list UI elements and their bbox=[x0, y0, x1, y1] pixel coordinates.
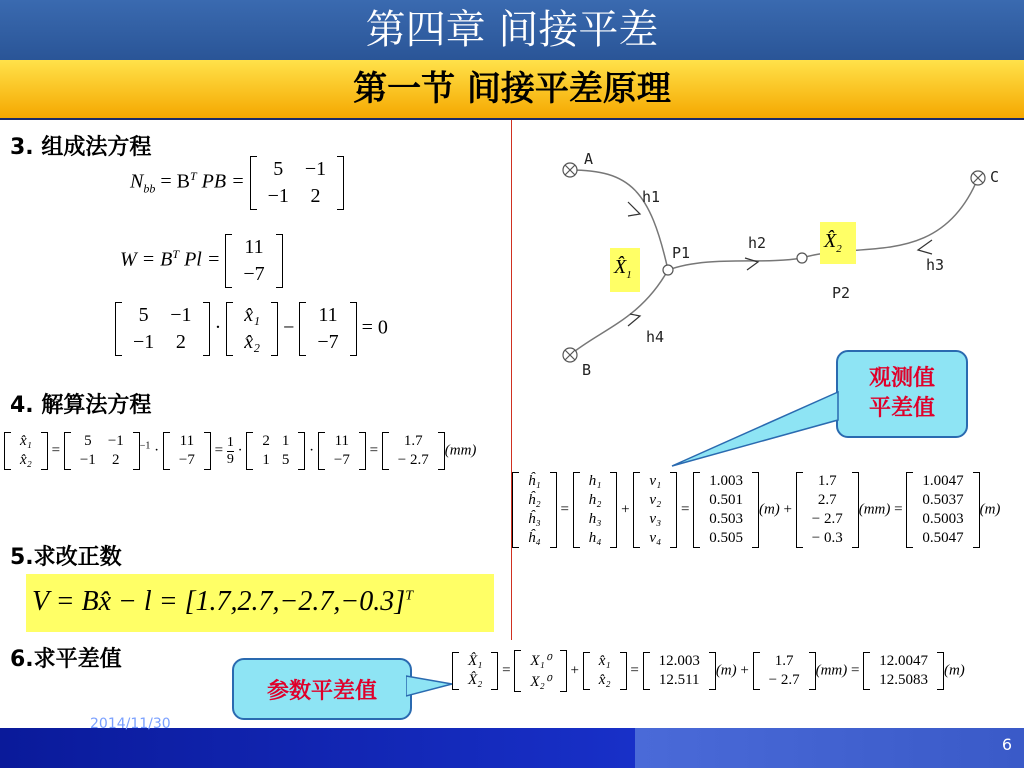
normal-w-vector bbox=[299, 302, 356, 356]
vector-cell: 0.501 bbox=[709, 492, 743, 508]
unit-m2: (m) bbox=[943, 662, 965, 679]
label-b: B bbox=[582, 361, 592, 379]
x1-symbol: X̂ bbox=[614, 256, 627, 278]
vector-cell: 1.003 bbox=[709, 473, 743, 489]
obs-result bbox=[906, 472, 979, 548]
vector-cell: v₁ bbox=[649, 473, 662, 489]
vector-cell: −7 bbox=[317, 331, 339, 353]
vector-cell: x̂₂ bbox=[244, 331, 261, 353]
label-a: A bbox=[584, 150, 594, 168]
nbb-eq-b: = B bbox=[160, 170, 190, 193]
observed-callout-pointer bbox=[668, 390, 848, 470]
solve-adj-matrix bbox=[246, 432, 305, 470]
vector-cell: X₂⁰ bbox=[530, 674, 551, 690]
normal-matrix bbox=[115, 302, 210, 356]
vector-cell: X̂₁ bbox=[468, 653, 483, 669]
x2-sub: 2 bbox=[836, 243, 842, 255]
vector-cell: h₃ bbox=[588, 511, 602, 527]
nbb-equation bbox=[130, 156, 344, 210]
h-values bbox=[693, 472, 759, 548]
label-h4: h4 bbox=[646, 328, 665, 346]
matrix-cell: 2 bbox=[175, 331, 186, 353]
vector-cell: − 2.7 bbox=[397, 452, 429, 468]
column-divider bbox=[511, 120, 512, 640]
x1-sub: 1 bbox=[626, 269, 632, 281]
vector-cell: 11 bbox=[244, 236, 264, 258]
right-unit-m: (m) bbox=[758, 501, 780, 518]
matrix-cell: 5 bbox=[273, 158, 284, 180]
solve-equation: x̂₁ x̂₂ = 5 −1 −1 2 $^{-1}$ · 11 −7 = $\frac{1}{9}$ · 2 1 1 5 · 11 −7 = 1.7 − 2.7 (mm) bbox=[4, 432, 476, 470]
right-unit-m2: (m) bbox=[979, 501, 1001, 518]
x-values bbox=[753, 652, 816, 690]
param-callout: 参数平差值 bbox=[232, 658, 412, 720]
h-hat-vector bbox=[512, 472, 557, 548]
solve-w-vector2 bbox=[318, 432, 366, 470]
vector-cell: 1.7 bbox=[817, 473, 837, 489]
x2-symbol: X̂ bbox=[824, 230, 837, 252]
footer-bar bbox=[0, 728, 1024, 768]
vector-cell: − 2.7 bbox=[768, 672, 800, 688]
matrix-cell: 2 bbox=[112, 452, 120, 468]
vector-cell: 0.503 bbox=[709, 511, 743, 527]
fraction bbox=[227, 435, 234, 468]
section6-heading: 6.求平差值 bbox=[10, 647, 122, 672]
x1-label bbox=[614, 256, 632, 281]
normal-rhs: = 0 bbox=[361, 316, 388, 339]
vector-cell: ĥ₁ bbox=[528, 473, 541, 489]
point-p2-marker bbox=[797, 253, 807, 263]
adjusted-obs-equation: ĥ₁ ĥ₂ ĥ₃ ĥ₄ = h₁ h₂ h₃ h₄ + v₁ v₂ v₃ v₄ = 1.003 0.501 0.503 0.505 (m) + 1.7 2.7 − 2.7 − 0.3 (mm) = 1.0047 0.5037 0.5003 0.5047 (m) bbox=[512, 472, 1000, 548]
section5-heading: 5.求改正数 bbox=[10, 545, 122, 570]
X0-vector bbox=[514, 650, 566, 692]
section4-heading: 4. 解算法方程 bbox=[10, 393, 152, 418]
matrix-cell: 2 bbox=[262, 433, 270, 449]
vector-cell: 1.0047 bbox=[922, 473, 964, 489]
unit-mm: (mm) bbox=[815, 662, 848, 679]
normal-x-vector bbox=[226, 302, 278, 356]
correction-formula-text: V = Bx̂ − l = [1.7,2.7,−2.7,−0.3] bbox=[32, 586, 406, 617]
X0-values bbox=[643, 652, 716, 690]
vector-cell: h₄ bbox=[588, 530, 602, 546]
x-hat-vector bbox=[583, 652, 627, 690]
vector-cell: −7 bbox=[178, 452, 195, 468]
vector-cell: h₁ bbox=[588, 473, 602, 489]
vector-cell: −7 bbox=[243, 263, 265, 285]
label-c: C bbox=[990, 168, 1000, 186]
normal-equation: 5 −1 −1 2 · x̂₁ x̂₂ − 11 −7 = 0 bbox=[115, 302, 388, 356]
matrix-cell: −1 bbox=[133, 331, 155, 353]
x2-label bbox=[824, 230, 842, 255]
vector-cell: v₄ bbox=[649, 530, 662, 546]
matrix-cell: 2 bbox=[310, 185, 321, 207]
v-values bbox=[796, 472, 859, 548]
matrix-cell: −1 bbox=[170, 304, 192, 326]
vector-cell: − 2.7 bbox=[811, 511, 843, 527]
title-separator bbox=[0, 118, 1024, 120]
param-callout-pointer bbox=[406, 668, 456, 708]
nbb-sup: T bbox=[189, 168, 197, 183]
chapter-title: 第四章 间接平差 bbox=[0, 0, 1024, 60]
h-vector bbox=[573, 472, 618, 548]
matrix-cell: −1 bbox=[267, 185, 289, 207]
inv-sup: −1 bbox=[139, 440, 151, 452]
X-hat-vector bbox=[452, 652, 498, 690]
vector-cell: v₂ bbox=[649, 492, 662, 508]
solve-x-vector bbox=[4, 432, 48, 470]
nbb-matrix bbox=[250, 156, 345, 210]
params-result bbox=[863, 652, 944, 690]
matrix-cell: 5 bbox=[84, 433, 92, 449]
w-equation bbox=[120, 234, 283, 288]
solve-inv-matrix bbox=[64, 432, 140, 470]
vector-cell: 12.0047 bbox=[879, 653, 928, 669]
vector-cell: − 0.3 bbox=[811, 530, 843, 546]
vector-cell: v₃ bbox=[649, 511, 662, 527]
matrix-cell: 1 bbox=[281, 433, 290, 449]
frac-num: 1 bbox=[226, 434, 234, 450]
vector-cell: ĥ₂ bbox=[528, 492, 541, 508]
solve-w-vector bbox=[163, 432, 211, 470]
matrix-cell: −1 bbox=[304, 158, 327, 180]
vector-cell: x̂₁ bbox=[598, 653, 611, 669]
solve-result bbox=[382, 432, 445, 470]
w-lhs: W = B bbox=[120, 248, 173, 271]
right-unit-mm: (mm) bbox=[858, 501, 891, 518]
correction-formula bbox=[32, 586, 413, 618]
matrix-cell: −1 bbox=[79, 452, 96, 468]
v-vector bbox=[633, 472, 677, 548]
matrix-cell: 5 bbox=[138, 304, 149, 326]
vector-cell: −7 bbox=[333, 452, 350, 468]
vector-cell: x̂₂ bbox=[20, 452, 32, 468]
vector-cell: 11 bbox=[334, 433, 350, 449]
vector-cell: 11 bbox=[318, 304, 338, 326]
vector-cell: x̂₁ bbox=[244, 304, 261, 326]
vector-cell: 0.5003 bbox=[922, 511, 964, 527]
vector-cell: ĥ₃ bbox=[528, 511, 541, 527]
solve-unit: (mm) bbox=[444, 442, 477, 459]
vector-cell: x̂₂ bbox=[598, 672, 611, 688]
vector-cell: 0.5047 bbox=[922, 530, 964, 546]
unit-m: (m) bbox=[715, 662, 737, 679]
vector-cell: 0.505 bbox=[709, 530, 743, 546]
vector-cell: X₁⁰ bbox=[530, 653, 551, 669]
vector-cell: 1.7 bbox=[403, 433, 423, 449]
point-p1-marker bbox=[663, 265, 673, 275]
vector-cell: X̂₂ bbox=[468, 672, 483, 688]
frac-den: 9 bbox=[226, 451, 234, 467]
matrix-cell: 5 bbox=[281, 452, 290, 468]
label-p1: P1 bbox=[672, 244, 691, 262]
vector-cell: ĥ₄ bbox=[528, 530, 541, 546]
w-sup: T bbox=[172, 246, 180, 261]
nbb-sub: bb bbox=[143, 181, 156, 196]
section3-heading: 3. 组成法方程 bbox=[10, 135, 152, 160]
nbb-symbol: N bbox=[130, 170, 144, 193]
vector-cell: 12.5083 bbox=[879, 672, 928, 688]
vector-cell: x̂₁ bbox=[20, 433, 32, 449]
adjusted-params-equation: X̂₁ X̂₂ = X₁⁰ X₂⁰ + x̂₁ x̂₂ = 12.003 12.511 (m) + 1.7 − 2.7 (mm) = 12.0047 12.5083 (m) bbox=[452, 650, 965, 692]
matrix-cell: −1 bbox=[107, 433, 124, 449]
vector-cell: h₂ bbox=[588, 492, 602, 508]
matrix-cell: 1 bbox=[262, 452, 270, 468]
section-title: 第一节 间接平差原理 bbox=[0, 60, 1024, 118]
vector-cell: 12.003 bbox=[658, 653, 700, 669]
w-vector bbox=[225, 234, 282, 288]
w-rest: Pl = bbox=[184, 248, 221, 271]
observed-callout: 观测值 平差值 bbox=[836, 350, 968, 438]
vector-cell: 12.511 bbox=[658, 672, 700, 688]
correction-formula-sup: T bbox=[405, 588, 413, 604]
footer-date: 2014/11/30 bbox=[90, 716, 171, 732]
vector-cell: 0.5037 bbox=[922, 492, 964, 508]
label-h3: h3 bbox=[926, 256, 945, 274]
page-number: 6 bbox=[1001, 735, 1012, 754]
vector-cell: 11 bbox=[179, 433, 195, 449]
label-h1: h1 bbox=[642, 188, 661, 206]
label-h2: h2 bbox=[748, 234, 767, 252]
nbb-rest: PB = bbox=[201, 170, 245, 193]
vector-cell: 1.7 bbox=[774, 653, 794, 669]
vector-cell: 2.7 bbox=[817, 492, 837, 508]
label-p2: P2 bbox=[832, 284, 851, 302]
